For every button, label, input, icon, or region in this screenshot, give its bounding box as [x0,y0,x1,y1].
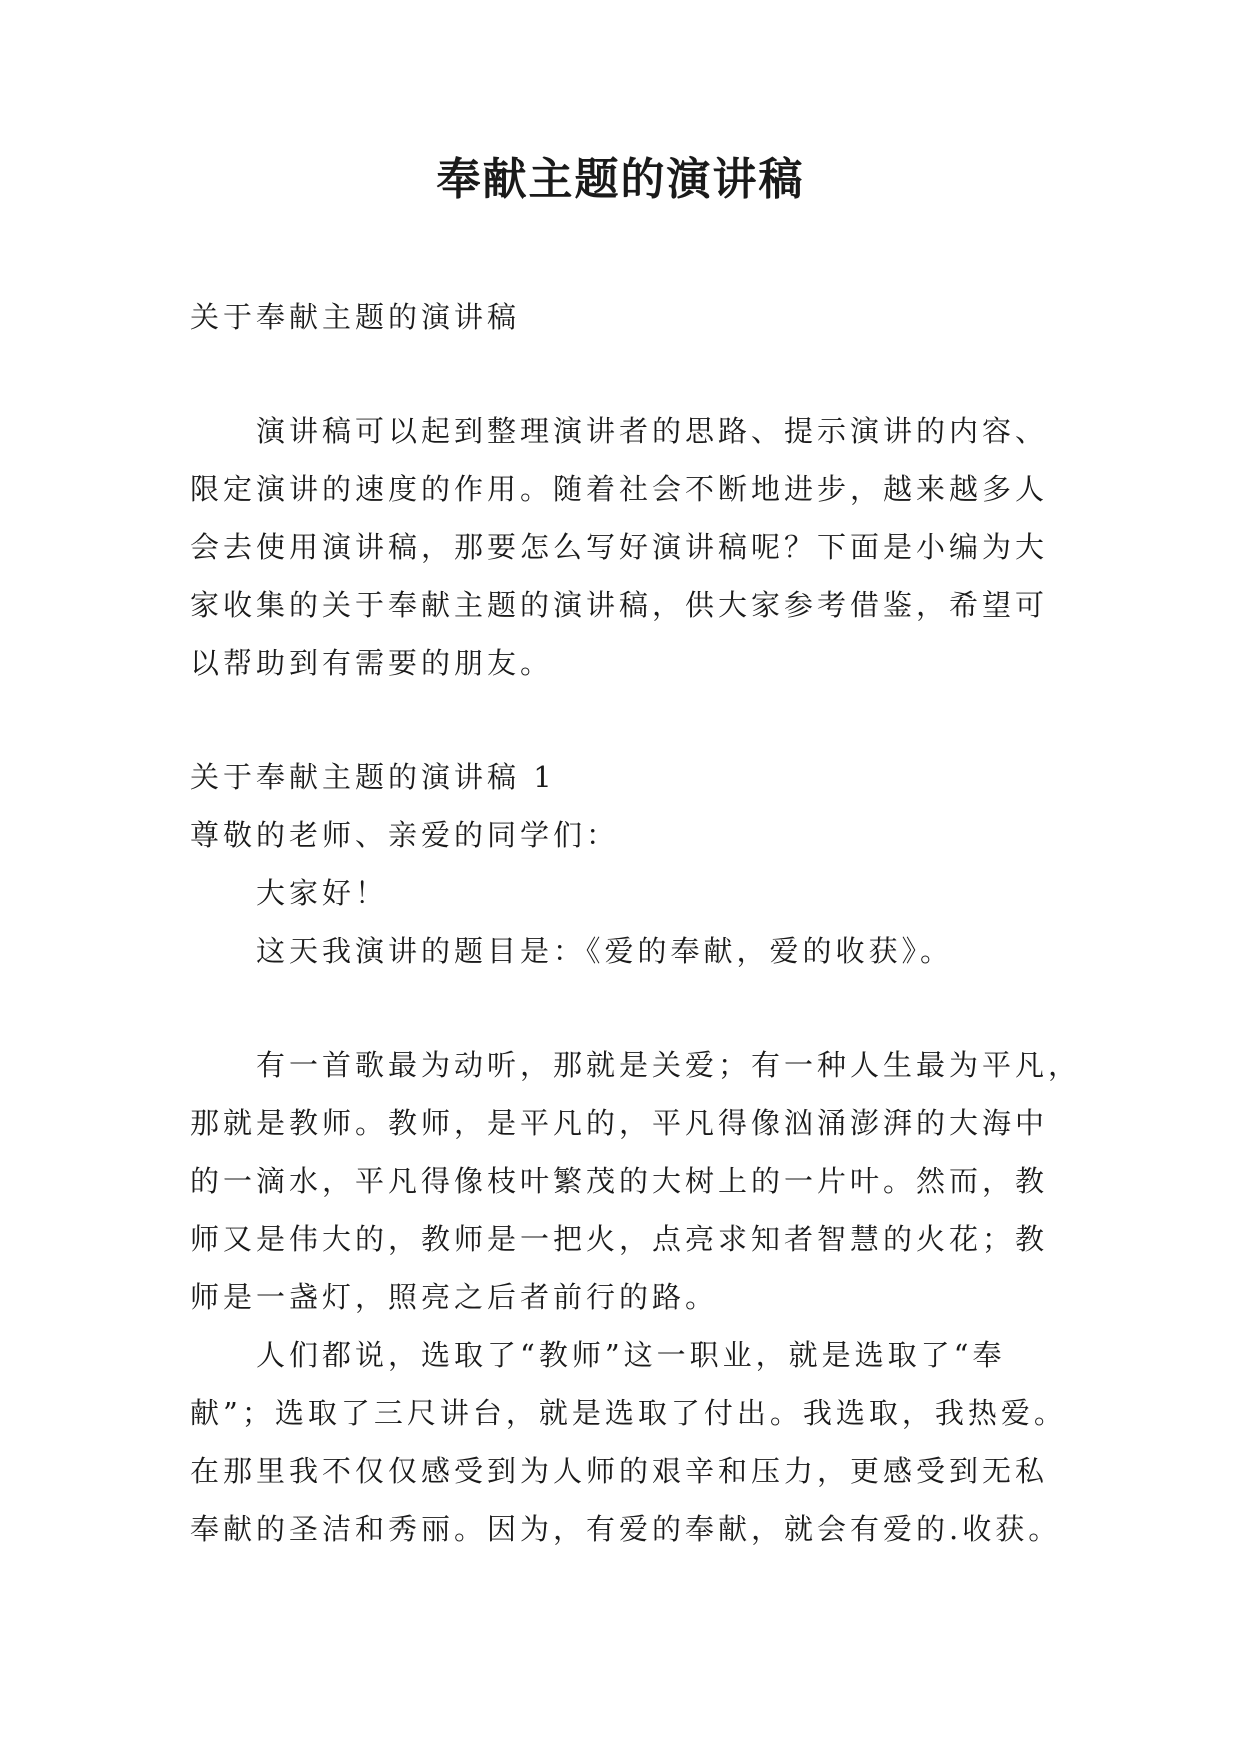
intro-line: 演讲稿可以起到整理演讲者的思路、提示演讲的内容、 [256,414,1049,448]
paragraph-line: 有一首歌最为动听，那就是关爱；有一种人生最为平凡， [256,1048,1082,1082]
greeting: 大家好！ [256,876,389,910]
paragraph-line: 的一滴水，平凡得像枝叶繁茂的大树上的一片叶。然而，教 [190,1164,1049,1198]
spacer [190,692,1070,748]
subtitle: 关于奉献主题的演讲稿 [190,300,521,334]
paragraph-line: 在那里我不仅仅感受到为人师的艰辛和压力，更感受到无私 [190,1454,1049,1488]
intro-line: 限定演讲的速度的作用。随着社会不断地进步，越来越多人 [190,472,1049,506]
intro-line: 会去使用演讲稿，那要怎么写好演讲稿呢？下面是小编为大 [190,530,1049,564]
paragraph-line: 献”；选取了三尺讲台，就是选取了付出。我选取，我热爱。 [190,1396,1067,1430]
paragraph-line: 师又是伟大的，教师是一把火，点亮求知者智慧的火花；教 [190,1222,1049,1256]
paragraph-line: 奉献的圣洁和秀丽。因为，有爱的奉献，就会有爱的.收获。 [190,1512,1062,1546]
spacer [190,980,1070,1036]
salutation: 尊敬的老师、亲爱的同学们： [190,818,620,852]
intro-line: 以帮助到有需要的朋友。 [190,646,554,680]
document-title: 奉献主题的演讲稿 [436,154,805,205]
paragraph-line: 师是一盏灯，照亮之后者前行的路。 [190,1280,719,1314]
paragraph-line: 那就是教师。教师，是平凡的，平凡得像汹涌澎湃的大海中 [190,1106,1049,1140]
spacer [190,346,1070,402]
document-body [190,288,1082,1558]
intro-line: 家收集的关于奉献主题的演讲稿，供大家参考借鉴，希望可 [190,588,1049,622]
topic-line: 这天我演讲的题目是：《爱的奉献，爱的收获》。 [256,934,954,968]
paragraph-line: 人们都说，选取了“教师”这一职业，就是选取了“奉 [256,1338,1006,1372]
paragraph-2 [190,1326,1070,1558]
section-heading: 关于奉献主题的演讲稿 1 [190,760,556,794]
paragraph-1 [190,1036,1082,1326]
intro-paragraph [190,402,1070,692]
